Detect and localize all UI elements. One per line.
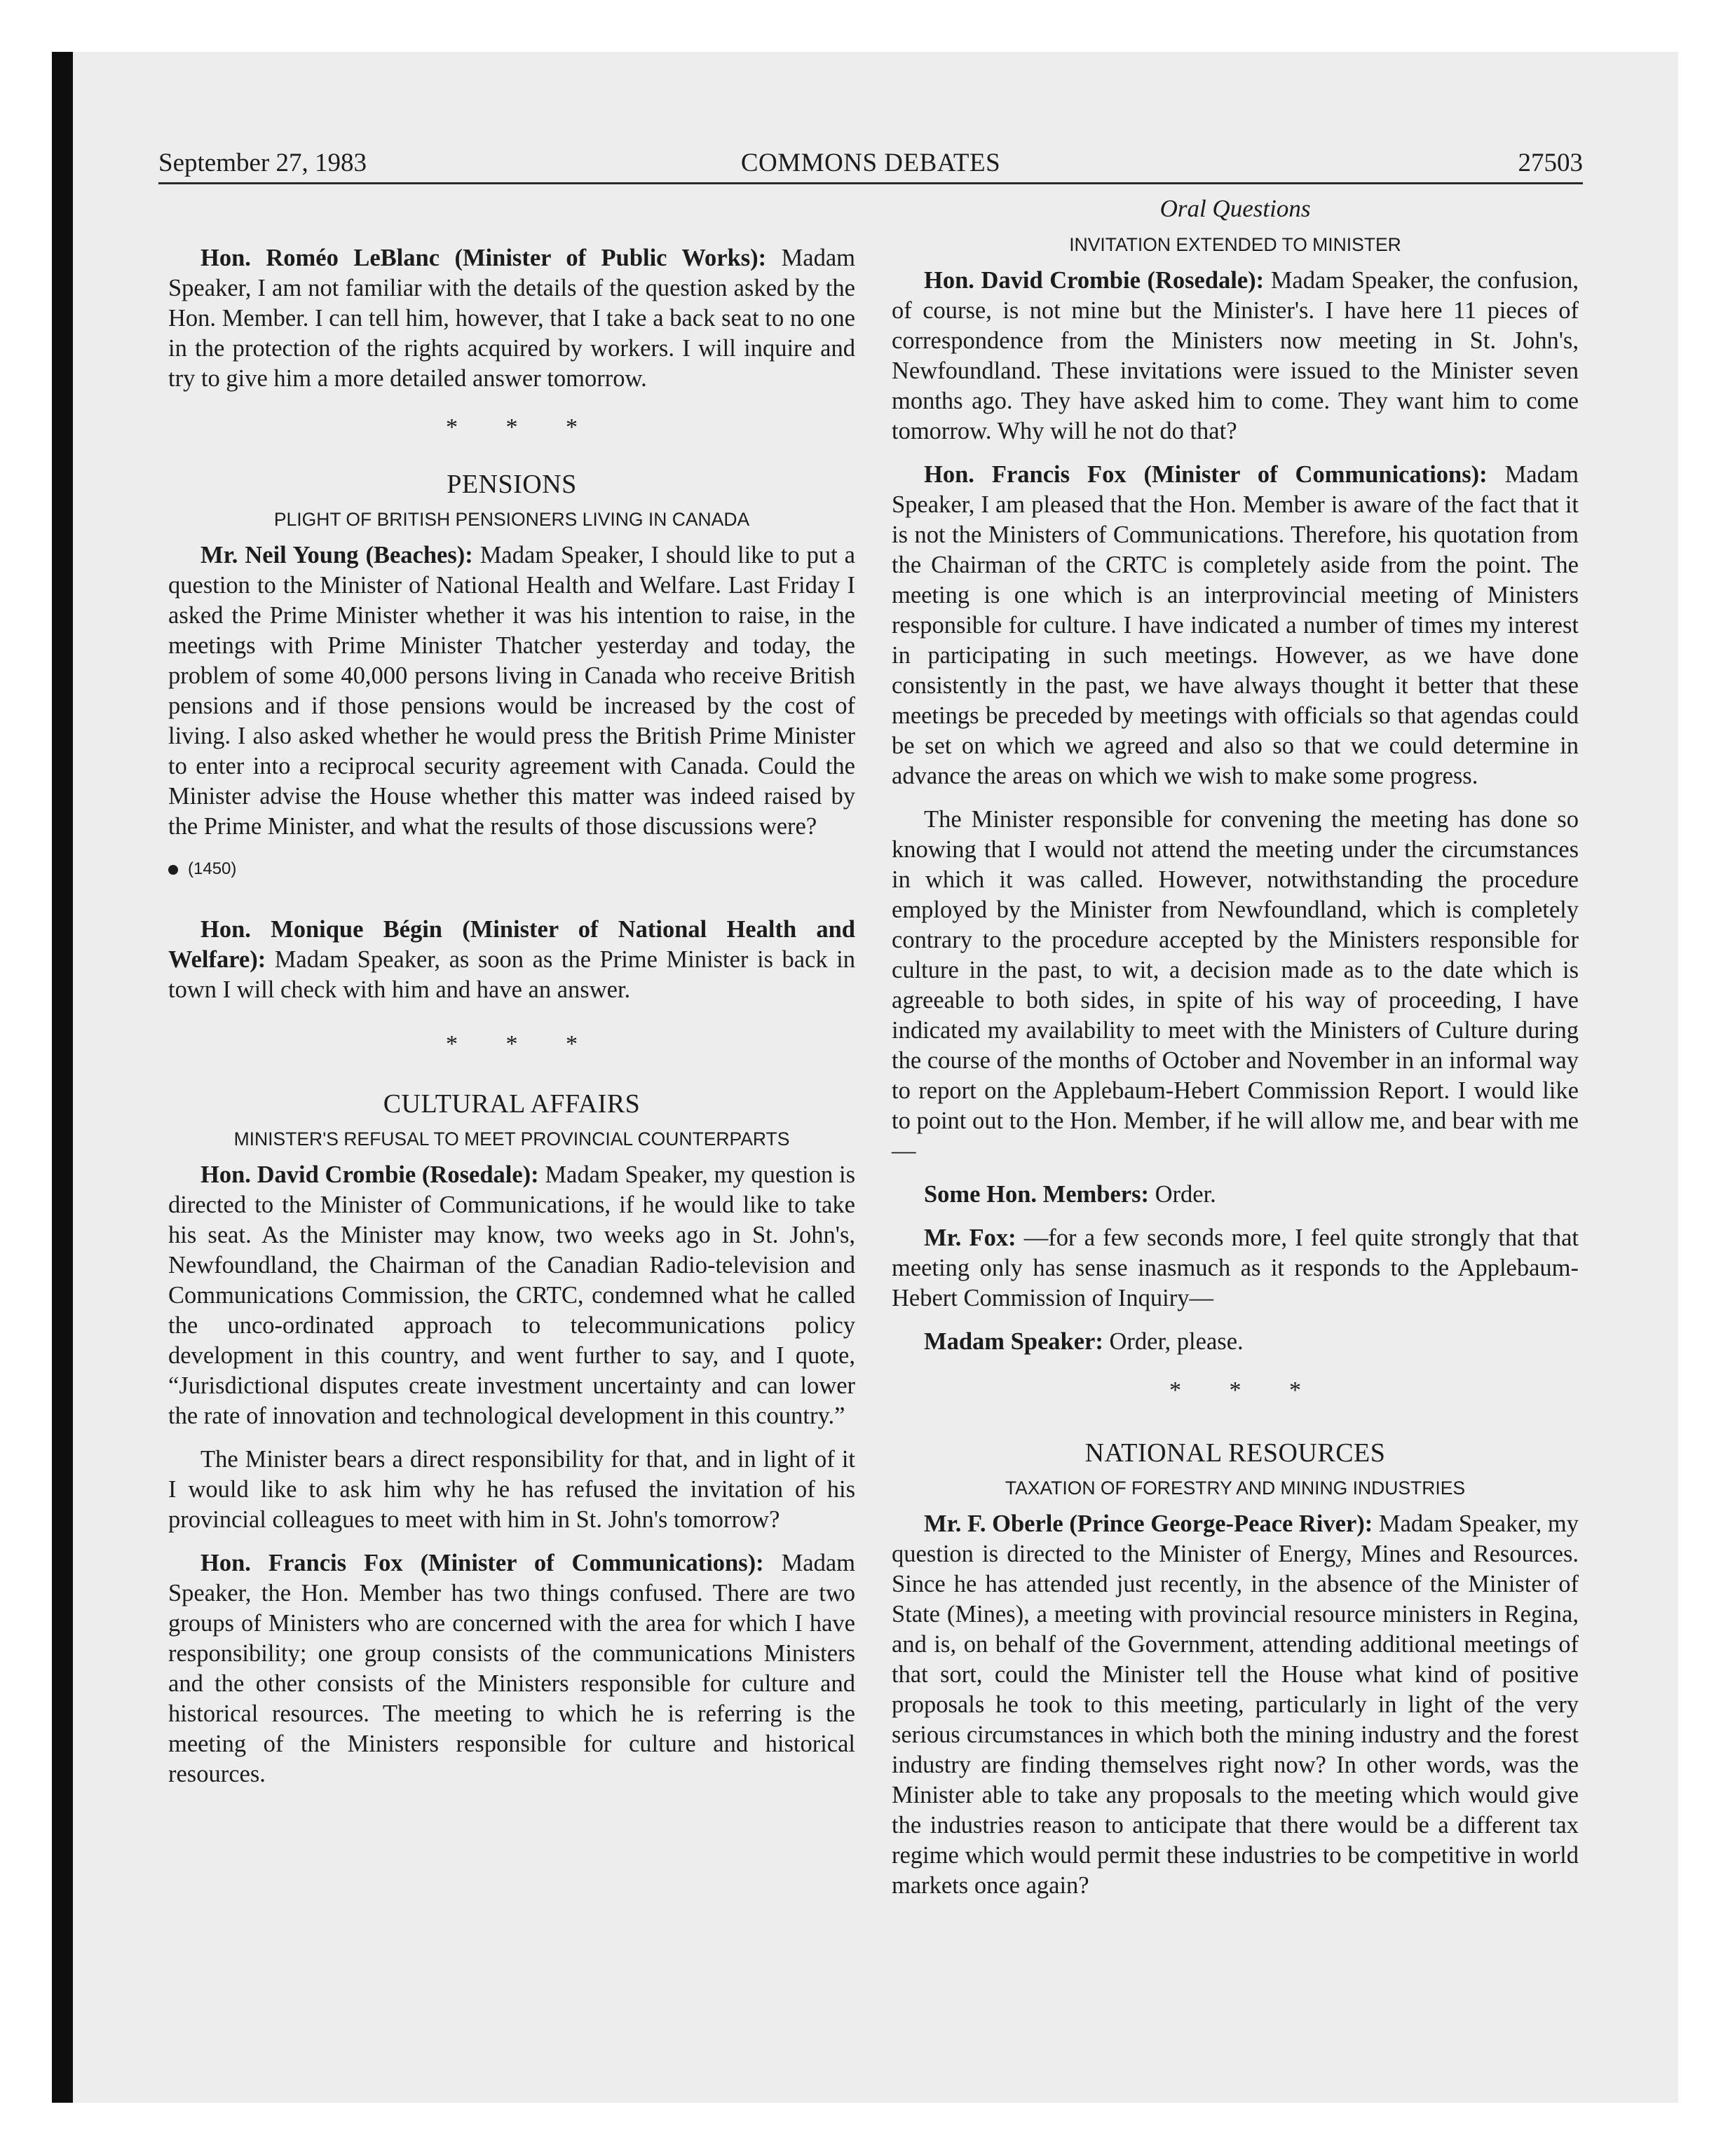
speech-text: Madam Speaker, I should like to put a question to the Minister of National Health and Welfare. Last Friday I asked the Prime Minister whether it was his intention to raise, in the meetings with Prime Minister Thatcher yesterday and today, the problem of some 40,000 persons living in Canada who receive British pensions and if those pensions would be increased by the cost of living. I also asked whether he would press the British Prime Minister to enter into a reciprocal security agreement with Canada. Could the Minister advise the House whether this matter was indeed raised by the Prime Minister, and what the results of those discussions were? bbox=[168, 542, 855, 840]
speaker-name: Hon. Francis Fox (Minister of Communications): bbox=[924, 461, 1488, 488]
paragraph bbox=[168, 1160, 855, 1431]
paragraph bbox=[892, 1180, 1579, 1210]
section-subheading: MINISTER'S REFUSAL TO MEET PROVINCIAL COUNTERPARTS bbox=[233, 1128, 790, 1149]
paragraph bbox=[168, 915, 855, 1005]
paragraph bbox=[168, 243, 855, 394]
section-separator: * * * bbox=[446, 414, 599, 440]
speech-text: Madam Speaker, the confusion, of course, is not mine but the Minister's. I have here 11 pieces of correspondence from the Ministers now meeting in St. John's, Newfoundland. These invitations were issued to the Minister seven months ago. They have asked him to come. They want him to come tomorrow. Why will he not do that? bbox=[892, 267, 1579, 444]
speech-text: —for a few seconds more, I feel quite strongly that that meeting only has sense inasmuch as it responds to the Applebaum-Hebert Commission of Inquiry— bbox=[892, 1224, 1579, 1311]
paragraph bbox=[892, 1223, 1579, 1314]
right-column bbox=[892, 193, 1579, 1914]
speaker-name: Hon. David Crombie (Rosedale): bbox=[924, 267, 1265, 294]
paragraph bbox=[168, 540, 855, 842]
section-heading: PENSIONS bbox=[447, 470, 577, 499]
speaker-name: Hon. Francis Fox (Minister of Communications): bbox=[200, 1550, 764, 1576]
page-number: 27503 bbox=[1518, 149, 1583, 177]
section-subheading: TAXATION OF FORESTRY AND MINING INDUSTRIES bbox=[1005, 1478, 1466, 1499]
speech-text: Madam Speaker, my question is directed to the Minister of Communications, if he would like to take his seat. As the Minister may know, two weeks ago in St. John's, Newfoundland, the Chairman of the Canadian Radio-television and Communications Commission, the CRTC, condemned what he called the unco-ordinated approach to telecommunications policy development in this country, and went further to say, and I quote, “Jurisdictional disputes create investment uncertainty and can lower the rate of innovation and technological development in this country.” bbox=[168, 1161, 855, 1429]
speaker-name: Hon. Monique Bégin (Minister of National Health and Welfare): bbox=[168, 916, 855, 973]
section-separator: * * * bbox=[1169, 1377, 1322, 1403]
speech-text: Madam Speaker, I am not familiar with the details of the question asked by the Hon. Member. I can tell him, however, that I take a back seat to no one in the protection of the rights acquired by workers. I will inquire and try to give him a more detailed answer tomorrow. bbox=[168, 245, 855, 392]
section-label: Oral Questions bbox=[1159, 195, 1311, 222]
header-date: September 27, 1983 bbox=[158, 149, 367, 177]
running-header bbox=[158, 144, 1583, 184]
speaker-name: Mr. Neil Young (Beaches): bbox=[200, 542, 473, 568]
section-separator: * * * bbox=[446, 1031, 599, 1057]
speech-text: Madam Speaker, my question is directed to the Minister of Energy, Mines and Resources. Since he has attended just recently, in the absence of the Minister of State (Mines), a meeting with provincial resource ministers in Regina, and is, on behalf of the Government, attending additional meetings of that sort, could the Minister tell the House what kind of positive proposals he took to this meeting, particularly in light of the very serious circumstances in which both the mining industry and the forest industry are finding themselves right now? In other words, was the Minister able to take any proposals to the meeting which would give the industries reason to anticipate that there would be a different tax regime which would permit these industries to be competitive in world markets once again? bbox=[892, 1510, 1579, 1899]
paragraph: The Minister responsible for convening the meeting has done so knowing that I would not attend the meeting under the circumstances in which it was called. However, notwithstanding the procedure employed by the Minister from Newfoundland, which is completely contrary to the procedure accepted by the Ministers responsible for culture in the past, to wit, a decision made as to the date which is agreeable to both sides, in spite of his way of proceeding, I have indicated my availability to meet with the Ministers of Culture during the course of the months of October and November in an informal way to report on the Applebaum-Hebert Commission Report. I would like to point out to the Hon. Member, if he will allow me, and bear with me— bbox=[892, 806, 1579, 1164]
paragraph bbox=[168, 1548, 855, 1789]
paragraph: The Minister bears a direct responsibility for that, and in light of it I would like to ask him why he has refused the invitation of his provincial colleagues to meet with him in St. John's tomorrow? bbox=[168, 1446, 855, 1533]
speaker-name: Some Hon. Members: bbox=[924, 1181, 1149, 1208]
speech-text: Order, please. bbox=[1103, 1328, 1244, 1355]
time-marker-text: (1450) bbox=[188, 859, 237, 878]
time-marker bbox=[168, 859, 855, 880]
paragraph bbox=[892, 460, 1579, 791]
section-subheading: INVITATION EXTENDED TO MINISTER bbox=[1069, 234, 1401, 255]
speaker-name: Hon. Roméo LeBlanc (Minister of Public Works): bbox=[200, 245, 767, 271]
speaker-name: Mr. Fox: bbox=[924, 1224, 1016, 1251]
paragraph bbox=[892, 1509, 1579, 1901]
speech-text: Madam Speaker, the Hon. Member has two things confused. There are two groups of Ministers who are concerned with the area for which I have responsibility; one group consists of the communications Ministers and the other consists of the Ministers responsible for culture and historical resources. The meeting to which he is referring is the meeting of the Ministers responsible for culture and historical resources. bbox=[168, 1550, 856, 1787]
section-heading: CULTURAL AFFAIRS bbox=[383, 1089, 641, 1119]
header-title: COMMONS DEBATES bbox=[740, 149, 1001, 177]
speaker-name: Mr. F. Oberle (Prince George-Peace River): bbox=[924, 1510, 1373, 1537]
left-column bbox=[168, 193, 855, 1803]
speaker-name: Hon. David Crombie (Rosedale): bbox=[200, 1161, 539, 1188]
bullet-icon bbox=[168, 865, 178, 875]
speech-text: Madam Speaker, as soon as the Prime Minister is back in town I will check with him and have an answer. bbox=[168, 946, 855, 1003]
speaker-name: Madam Speaker: bbox=[924, 1328, 1103, 1355]
speech-text: Order. bbox=[1148, 1181, 1216, 1208]
paragraph bbox=[892, 266, 1579, 446]
binding-edge bbox=[52, 52, 73, 2103]
section-heading: NATIONAL RESOURCES bbox=[1084, 1438, 1386, 1468]
paragraph bbox=[892, 1327, 1579, 1357]
section-subheading: PLIGHT OF BRITISH PENSIONERS LIVING IN CANADA bbox=[273, 509, 750, 530]
speech-text: Madam Speaker, I am pleased that the Hon. Member is aware of the fact that it is not the Ministers of Communications. Therefore, his quotation from the Chairman of the CRTC is completely aside from the point. The meeting is one which is an interprovincial meeting of Ministers responsible for culture. I have indicated a number of times my interest in participating in such meetings. However, as we have done consistently in the past, we have always thought it better that these meetings be preceded by meetings with officials so that agendas could be set on which we agreed and also so that we could determine in advance the areas on which we wish to make some progress. bbox=[892, 461, 1579, 789]
